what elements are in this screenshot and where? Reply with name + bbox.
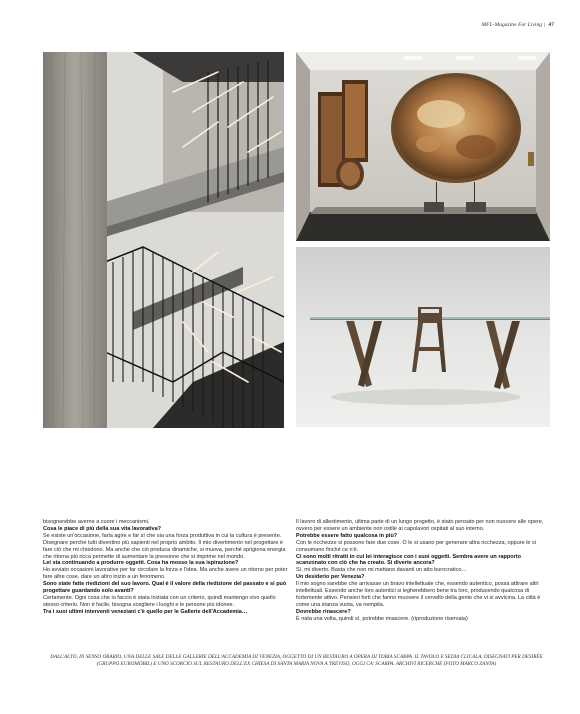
page-number: 47 bbox=[548, 22, 554, 28]
staircase-photo bbox=[43, 52, 284, 428]
running-head bbox=[481, 22, 554, 28]
interview-answer: Con le ricchezze si possono fare due cose. O le si usano per generare altra ricchezza, oppure le si consumano finché ce n'è. bbox=[296, 539, 536, 553]
interview-answer: bisognerebbe averne a cuore i meccanismi. bbox=[43, 519, 150, 525]
interview-question: Dovrebbe rinascere? bbox=[296, 608, 351, 615]
interview-answer: Ho avviato occasioni lavorative per far circolare la forza e l'idea. Ma anche avere un ritorno per poter fare altre cose, dare un altro inizio a un fenomeno. bbox=[43, 567, 288, 581]
interview-answer: Certamente. Ogni cosa che io faccio è stata iniziata con un criterio, quindi mantengo vivo quello stesso criterio. Non è facile, bisogna scegliere i luoghi e le persone più idonee. bbox=[43, 594, 276, 608]
article-column-right bbox=[296, 519, 550, 623]
interview-answer: Il lavoro di allestimento, ultima parte di un lungo progetto, è stato pensato per non nuocere alle opere, ovvero per essere un ambiente non ostile ai capolavori ospitati al suo interno. bbox=[296, 519, 544, 532]
interview-question: Potrebbe essere fatto qualcosa in più? bbox=[296, 532, 398, 539]
gallery-photo bbox=[296, 52, 550, 241]
separator: | bbox=[543, 22, 545, 28]
interview-question: Lei sta continuando a produrre oggetti. Cosa ha mosso la sua ispirazione? bbox=[43, 560, 239, 567]
interview-question: Ci sono molti ritratti in cui lei interagisce con i suoi oggetti. Sembra avere un rapporto scanzonato con ciò che ha creato. Si diverte ancora? bbox=[296, 553, 521, 567]
article-column-left bbox=[43, 519, 291, 616]
interview-question: Tra i suoi ultimi interventi veneziani c'è quello per le Gallerie dell'Accademia… bbox=[43, 608, 248, 615]
interview-question: Cosa le piace di più della sua vita lavorativa? bbox=[43, 525, 161, 532]
interview-question: Un desiderio per Venezia? bbox=[296, 574, 365, 581]
interview-answer: Sì, mi diverto. Basta che non mi mettano davanti un atto burocratico… bbox=[296, 567, 467, 574]
interview-answer: Se esiste un'occasione, farla agire e far sì che sia una forza produttiva in cui la cultura è presente. Disegnare perché tutti diventino più sapienti nel proprio ambito. Il mio divertimento nel progettare è fare ciò che mi chiedono. Ma anche che ciò produca dinamiche, si muova, perché sprigiona energia che ritorna più ricca permette di aumentare la pressione che si imprime nel mondo. bbox=[43, 532, 286, 560]
table-photo bbox=[296, 247, 550, 427]
interview-answer: Il mio sogno sarebbe che arrivasse un bravo intellettuale che, essendo autentico, possa attirare altri intellettuali. Essendo anche loro autentici si legherebbero bene tra loro, producendo qualcosa di fortemente attivo. Pensieri forti che fanno muovere il cervello della gente che vi si avvicina. La città è come una stanza vuota, va riempita. bbox=[296, 581, 541, 608]
publication-name: MFL-Magazine For Living bbox=[481, 22, 543, 28]
interview-answer: È nata una volta, quindi sì, potrebbe rinascere. (riproduzione riservata) bbox=[296, 615, 468, 622]
interview-question: Sono state fatte riedizioni del suo lavoro. Qual è il valore della riedizione del passato e si può progettare guardando solo avanti? bbox=[43, 581, 287, 595]
photo-caption: DALL'ALTO, IN SENSO ORARIO, UNA DELLE SALE DELLE GALLERIE DELL'ACCADEMIA DI VENEZIA, OGGETTO DI UN RESTAURO A OPERA DI TOBIA SCARPA. IL TAVOLO E SEDIA CLICALA, DISEGNATI PER DESIRÉE (GRUPPO EUROMOBIL) E UNO SCORCIO SUL RESTAURO DELL'EX CHIESA DI SANTA MARIA NOVA A TREVISO, OGGI CA' SCARPA. ARCHIVI RICERCHE (FOTO MARCO ZANTA) bbox=[50, 654, 543, 667]
